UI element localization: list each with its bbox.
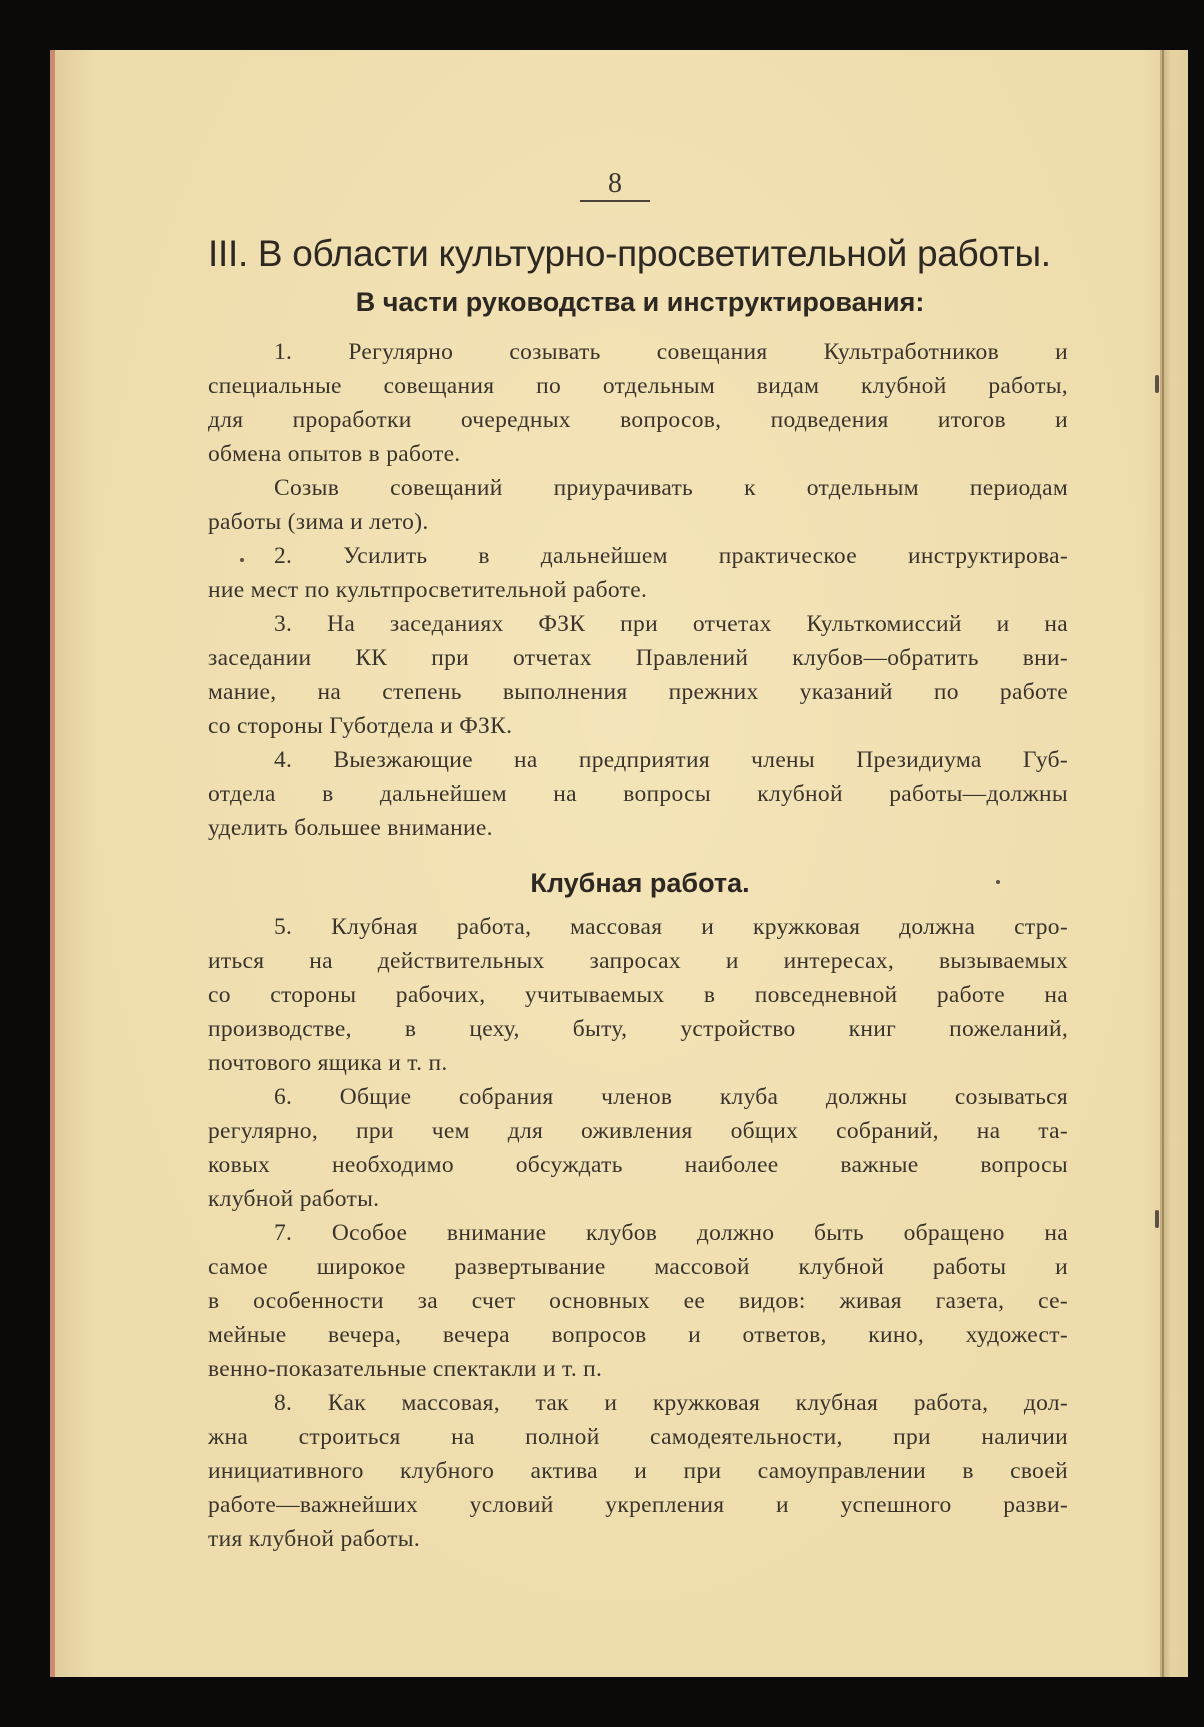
- text-line: производстве, в цеху, быту, устройство книг пожеланий,: [208, 1016, 1068, 1042]
- text-line: со стороны Губотдела и ФЗК.: [208, 713, 513, 739]
- text-line: мание, на степень выполнения прежних указаний по работе: [208, 679, 1068, 705]
- text-line: Созыв совещаний приурачивать к отдельным периодам: [274, 475, 1068, 501]
- text-line: работы (зима и лето).: [208, 509, 429, 535]
- text-line: работе—важнейших условий укрепления и успешного разви-: [208, 1492, 1068, 1518]
- text-line: мейные вечера, вечера вопросов и ответов, кино, художест-: [208, 1322, 1068, 1348]
- section-title: III. В области культурно-просветительной работы.: [208, 233, 1051, 274]
- page-left-edge: [50, 50, 55, 1677]
- text-line: со стороны рабочих, учитываемых в повседневной работе на: [208, 982, 1068, 1008]
- page-fold: [1160, 50, 1188, 1677]
- text-line: в особенности за счет основных ее видов: живая газета, се-: [208, 1288, 1068, 1314]
- text-line: 3. На заседаниях ФЗК при отчетах Культкомиссий и на: [274, 611, 1068, 637]
- text-line: заседании КК при отчетах Правлений клубов—обратить вни-: [208, 645, 1068, 671]
- text-line: 8. Как массовая, так и кружковая клубная работа, дол-: [274, 1390, 1068, 1416]
- fold-line: [1162, 50, 1164, 1677]
- text-line: ние мест по культпросветительной работе.: [208, 577, 648, 603]
- text-line: иться на действительных запросах и интересах, вызываемых: [208, 948, 1068, 974]
- text-line: регулярно, при чем для оживления общих собраний, на та-: [208, 1118, 1068, 1144]
- text-line: ковых необходимо обсуждать наиболее важные вопросы: [208, 1152, 1068, 1178]
- text-line: клубной работы.: [208, 1186, 380, 1212]
- text-line: уделить большее внимание.: [208, 815, 493, 841]
- subheading-guidance: В части руководства и инструктирования:: [355, 287, 925, 317]
- text-line: специальные совещания по отдельным видам клубной работы,: [208, 373, 1068, 399]
- page-number-rule: [580, 200, 650, 202]
- text-line: 4. Выезжающие на предприятия члены Президиума Губ-: [274, 747, 1068, 773]
- text-line: венно-показательные спектакли и т. п.: [208, 1356, 603, 1382]
- text-line: жна строиться на полной самодеятельности, при наличии: [208, 1424, 1068, 1450]
- paper-speck: [240, 558, 244, 562]
- text-line: 1. Регулярно созывать совещания Культработников и: [274, 339, 1068, 365]
- text-line: самое широкое развертывание массовой клубной работы и: [208, 1254, 1068, 1280]
- text-line: 5. Клубная работа, массовая и кружковая должна стро-: [274, 914, 1068, 940]
- text-line: отдела в дальнейшем на вопросы клубной работы—должны: [208, 781, 1068, 807]
- subheading-club-work: Клубная работа.: [530, 868, 750, 898]
- page-number: 8: [608, 168, 622, 199]
- paper-speck: [1155, 1210, 1159, 1228]
- paper-speck: [1155, 375, 1159, 393]
- text-line: 7. Особое внимание клубов должно быть обращено на: [274, 1220, 1068, 1246]
- text-line: 2. Усилить в дальнейшем практическое инструктирова-: [274, 543, 1068, 569]
- text-line: тия клубной работы.: [208, 1526, 421, 1552]
- text-block-guidance: [208, 335, 1068, 845]
- text-line: для проработки очередных вопросов, подведения итогов и: [208, 407, 1068, 433]
- text-line: почтового ящика и т. п.: [208, 1050, 448, 1076]
- text-block-club-work: [208, 910, 1068, 1556]
- text-line: инициативного клубного актива и при самоуправлении в своей: [208, 1458, 1068, 1484]
- paper-speck: [996, 880, 1000, 884]
- text-line: обмена опытов в работе.: [208, 441, 461, 467]
- text-line: 6. Общие собрания членов клуба должны созываться: [274, 1084, 1068, 1110]
- document-page: [50, 50, 1188, 1677]
